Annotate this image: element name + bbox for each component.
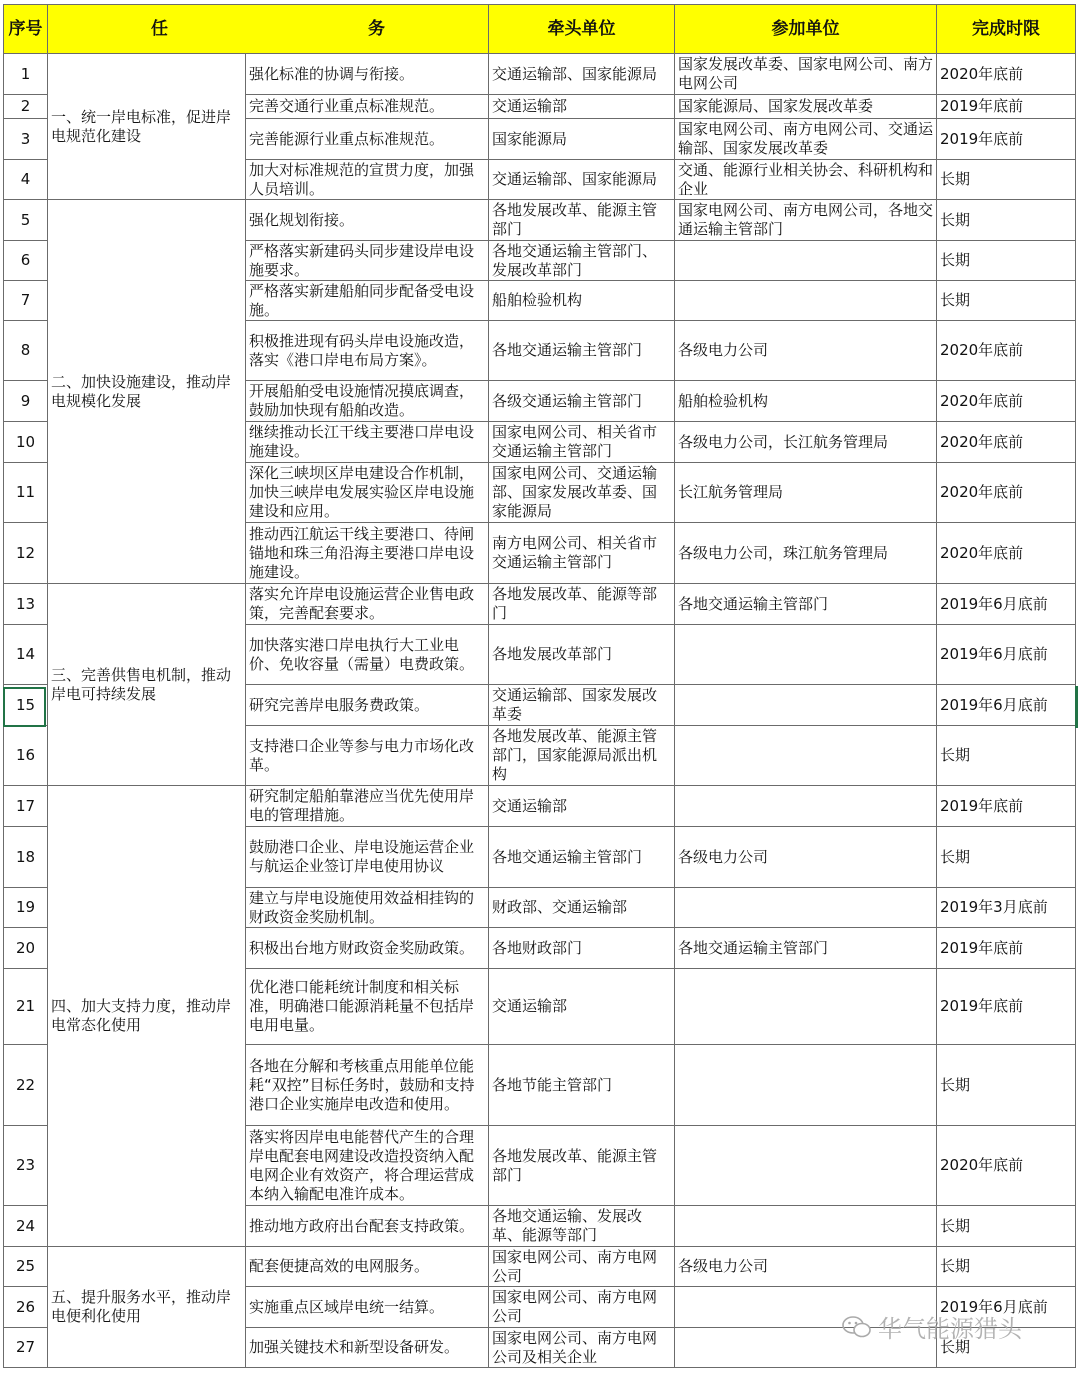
lead-unit-cell[interactable]: 交通运输部 bbox=[489, 95, 675, 119]
lead-unit-cell[interactable]: 各地发展改革、能源等部门 bbox=[489, 584, 675, 625]
lead-unit-cell[interactable]: 交通运输部 bbox=[489, 786, 675, 827]
participant-unit-cell[interactable]: 国家电网公司、南方电网公司、交通运输部、国家发展改革委 bbox=[675, 119, 937, 160]
deadline-cell[interactable]: 长期 bbox=[937, 281, 1076, 321]
row-number[interactable]: 17 bbox=[4, 786, 48, 827]
deadline-cell[interactable]: 长期 bbox=[937, 1247, 1076, 1287]
deadline-cell[interactable]: 长期 bbox=[937, 200, 1076, 241]
participant-unit-cell[interactable]: 各级电力公司 bbox=[675, 1247, 937, 1287]
table-row bbox=[4, 200, 1076, 241]
lead-unit-cell[interactable]: 国家电网公司、南方电网公司及相关企业 bbox=[489, 1328, 675, 1368]
row-number[interactable]: 3 bbox=[4, 119, 48, 160]
row-number[interactable]: 8 bbox=[4, 321, 48, 381]
deadline-cell[interactable]: 2020年底前 bbox=[937, 523, 1076, 584]
task-cell[interactable]: 落实将因岸电电能替代产生的合理岸电配套电网建设改造投资纳入配电网企业有效资产，将合理运营成本纳入输配电准许成本。 bbox=[246, 1126, 489, 1206]
row-number[interactable]: 7 bbox=[4, 281, 48, 321]
participant-unit-cell[interactable]: 各级电力公司，珠江航务管理局 bbox=[675, 523, 937, 584]
deadline-cell[interactable]: 长期 bbox=[937, 827, 1076, 888]
task-cell[interactable]: 强化标准的协调与衔接。 bbox=[246, 54, 489, 95]
row-number[interactable]: 5 bbox=[4, 200, 48, 241]
participant-unit-cell[interactable] bbox=[675, 625, 937, 685]
table-row bbox=[4, 54, 1076, 95]
row-number[interactable]: 12 bbox=[4, 523, 48, 584]
task-cell[interactable]: 推动西江航运干线主要港口、待闸锚地和珠三角沿海主要港口岸电设施建设。 bbox=[246, 523, 489, 584]
task-cell[interactable]: 实施重点区域岸电统一结算。 bbox=[246, 1287, 489, 1328]
task-cell[interactable]: 优化港口能耗统计制度和相关标准，明确港口能源消耗量不包括岸电用电量。 bbox=[246, 969, 489, 1045]
row-number[interactable]: 10 bbox=[4, 422, 48, 463]
wechat-icon bbox=[842, 1315, 872, 1339]
row-number[interactable]: 27 bbox=[4, 1328, 48, 1368]
lead-unit-cell[interactable]: 各地交通运输、发展改革、能源等部门 bbox=[489, 1206, 675, 1247]
deadline-cell[interactable]: 2019年3月底前 bbox=[937, 888, 1076, 928]
deadline-cell[interactable]: 长期 bbox=[937, 726, 1076, 786]
task-cell[interactable]: 加大对标准规范的宣贯力度，加强人员培训。 bbox=[246, 160, 489, 200]
participant-unit-cell[interactable]: 各地交通运输主管部门 bbox=[675, 928, 937, 969]
deadline-cell[interactable]: 2020年底前 bbox=[937, 1126, 1076, 1206]
deadline-cell[interactable]: 2020年底前 bbox=[937, 321, 1076, 381]
task-cell[interactable]: 加强关键技术和新型设备研发。 bbox=[246, 1328, 489, 1368]
row-number[interactable]: 20 bbox=[4, 928, 48, 969]
row-number[interactable]: 18 bbox=[4, 827, 48, 888]
deadline-cell[interactable]: 2020年底前 bbox=[937, 463, 1076, 523]
participant-unit-cell[interactable] bbox=[675, 888, 937, 928]
row-number[interactable]: 15 bbox=[4, 685, 48, 726]
deadline-cell[interactable]: 2020年底前 bbox=[937, 54, 1076, 95]
category-cell[interactable]: 一、统一岸电标准，促进岸电规范化建设 bbox=[48, 54, 246, 200]
task-cell[interactable]: 完善能源行业重点标准规范。 bbox=[246, 119, 489, 160]
row-number[interactable]: 19 bbox=[4, 888, 48, 928]
deadline-cell[interactable]: 长期 bbox=[937, 1328, 1076, 1368]
table-row bbox=[4, 584, 1076, 625]
lead-unit-cell[interactable]: 交通运输部 bbox=[489, 969, 675, 1045]
deadline-cell[interactable]: 2019年底前 bbox=[937, 786, 1076, 827]
task-cell[interactable]: 继续推动长江干线主要港口岸电设施建设。 bbox=[246, 422, 489, 463]
row-number[interactable]: 21 bbox=[4, 969, 48, 1045]
lead-unit-cell[interactable]: 国家电网公司、交通运输部、国家发展改革委、国家能源局 bbox=[489, 463, 675, 523]
header-task-a: 任 bbox=[151, 18, 168, 39]
category-cell[interactable]: 五、提升服务水平，推动岸电便利化使用 bbox=[48, 1247, 246, 1368]
task-cell[interactable]: 加快落实港口岸电执行大工业电价、免收容量（需量）电费政策。 bbox=[246, 625, 489, 685]
participant-unit-cell[interactable] bbox=[675, 685, 937, 726]
row-number[interactable]: 13 bbox=[4, 584, 48, 625]
watermark-text: 华气能源猎头 bbox=[878, 1315, 1022, 1343]
lead-unit-cell[interactable]: 国家电网公司、南方电网公司 bbox=[489, 1247, 675, 1287]
lead-unit-cell[interactable]: 国家电网公司、南方电网公司 bbox=[489, 1287, 675, 1328]
row-number[interactable]: 1 bbox=[4, 54, 48, 95]
row-number[interactable]: 24 bbox=[4, 1206, 48, 1247]
header-seq[interactable]: 序号 bbox=[4, 5, 48, 54]
lead-unit-cell[interactable]: 各级交通运输主管部门 bbox=[489, 381, 675, 422]
participant-unit-cell[interactable]: 各级电力公司，长江航务管理局 bbox=[675, 422, 937, 463]
header-deadline[interactable]: 完成时限 bbox=[937, 5, 1076, 54]
task-cell[interactable]: 落实允许岸电设施运营企业售电政策，完善配套要求。 bbox=[246, 584, 489, 625]
lead-unit-cell[interactable]: 各地财政部门 bbox=[489, 928, 675, 969]
category-cell[interactable]: 四、加大支持力度，推动岸电常态化使用 bbox=[48, 786, 246, 1247]
participant-unit-cell[interactable] bbox=[675, 1045, 937, 1126]
task-cell[interactable]: 推动地方政府出台配套支持政策。 bbox=[246, 1206, 489, 1247]
task-cell[interactable]: 各地在分解和考核重点用能单位能耗“双控”目标任务时，鼓励和支持港口企业实施岸电改造和使用。 bbox=[246, 1045, 489, 1126]
row-number[interactable]: 14 bbox=[4, 625, 48, 685]
task-cell[interactable]: 研究完善岸电服务费政策。 bbox=[246, 685, 489, 726]
task-cell[interactable]: 严格落实新建码头同步建设岸电设施要求。 bbox=[246, 241, 489, 281]
lead-unit-cell[interactable]: 各地交通运输主管部门、发展改革部门 bbox=[489, 241, 675, 281]
deadline-cell[interactable]: 2019年底前 bbox=[937, 969, 1076, 1045]
deadline-cell[interactable]: 2020年底前 bbox=[937, 381, 1076, 422]
deadline-cell[interactable]: 2019年底前 bbox=[937, 95, 1076, 119]
deadline-cell[interactable]: 2019年底前 bbox=[937, 928, 1076, 969]
row-number[interactable]: 9 bbox=[4, 381, 48, 422]
task-cell[interactable]: 研究制定船舶靠港应当优先使用岸电的管理措施。 bbox=[246, 786, 489, 827]
deadline-cell[interactable]: 长期 bbox=[937, 160, 1076, 200]
task-cell[interactable]: 强化规划衔接。 bbox=[246, 200, 489, 241]
participant-unit-cell[interactable]: 各地交通运输主管部门 bbox=[675, 584, 937, 625]
row-number[interactable]: 4 bbox=[4, 160, 48, 200]
task-cell[interactable]: 配套便捷高效的电网服务。 bbox=[246, 1247, 489, 1287]
header-task[interactable] bbox=[48, 5, 489, 54]
task-cell[interactable]: 鼓励港口企业、岸电设施运营企业与航运企业签订岸电使用协议 bbox=[246, 827, 489, 888]
task-cell[interactable]: 严格落实新建船舶同步配备受电设施。 bbox=[246, 281, 489, 321]
participant-unit-cell[interactable] bbox=[675, 786, 937, 827]
participant-unit-cell[interactable]: 交通、能源行业相关协会、科研机构和企业 bbox=[675, 160, 937, 200]
category-cell[interactable]: 三、完善供售电机制，推动岸电可持续发展 bbox=[48, 584, 246, 786]
participant-unit-cell[interactable] bbox=[675, 1206, 937, 1247]
lead-unit-cell[interactable]: 各地节能主管部门 bbox=[489, 1045, 675, 1126]
deadline-cell[interactable]: 长期 bbox=[937, 1045, 1076, 1126]
header-participants[interactable]: 参加单位 bbox=[675, 5, 937, 54]
deadline-cell[interactable]: 2019年6月底前 bbox=[937, 685, 1076, 726]
participant-unit-cell[interactable]: 国家能源局、国家发展改革委 bbox=[675, 95, 937, 119]
participant-unit-cell[interactable]: 国家发展改革委、国家电网公司、南方电网公司 bbox=[675, 54, 937, 95]
row-number[interactable]: 25 bbox=[4, 1247, 48, 1287]
participant-unit-cell[interactable] bbox=[675, 241, 937, 281]
deadline-cell[interactable]: 2019年底前 bbox=[937, 119, 1076, 160]
lead-unit-cell[interactable]: 各地交通运输主管部门 bbox=[489, 827, 675, 888]
row-number[interactable]: 23 bbox=[4, 1126, 48, 1206]
participant-unit-cell[interactable]: 国家电网公司、南方电网公司，各地交通运输主管部门 bbox=[675, 200, 937, 241]
row-number[interactable]: 6 bbox=[4, 241, 48, 281]
header-lead[interactable]: 牵头单位 bbox=[489, 5, 675, 54]
deadline-cell[interactable]: 长期 bbox=[937, 1206, 1076, 1247]
row-number[interactable]: 11 bbox=[4, 463, 48, 523]
task-cell[interactable]: 积极出台地方财政资金奖励政策。 bbox=[246, 928, 489, 969]
row-number[interactable]: 2 bbox=[4, 95, 48, 119]
lead-unit-cell[interactable]: 船舶检验机构 bbox=[489, 281, 675, 321]
participant-unit-cell[interactable]: 各级电力公司 bbox=[675, 827, 937, 888]
watermark bbox=[842, 1309, 1022, 1344]
task-cell[interactable]: 开展船舶受电设施情况摸底调查，鼓励加快现有船舶改造。 bbox=[246, 381, 489, 422]
lead-unit-cell[interactable]: 交通运输部、国家能源局 bbox=[489, 54, 675, 95]
selection-edge-marker bbox=[1075, 686, 1078, 728]
lead-unit-cell[interactable]: 国家能源局 bbox=[489, 119, 675, 160]
row-number[interactable]: 26 bbox=[4, 1287, 48, 1328]
participant-unit-cell[interactable] bbox=[675, 969, 937, 1045]
participant-unit-cell[interactable] bbox=[675, 1126, 937, 1206]
header-row bbox=[4, 5, 1076, 54]
lead-unit-cell[interactable]: 各地发展改革、能源主管部门 bbox=[489, 1126, 675, 1206]
task-cell[interactable]: 深化三峡坝区岸电建设合作机制，加快三峡岸电发展实验区岸电设施建设和应用。 bbox=[246, 463, 489, 523]
deadline-cell[interactable]: 2019年6月底前 bbox=[937, 584, 1076, 625]
lead-unit-cell[interactable]: 各地发展改革、能源主管部门，国家能源局派出机构 bbox=[489, 726, 675, 786]
header-task-b: 务 bbox=[368, 18, 385, 39]
participant-unit-cell[interactable]: 船舶检验机构 bbox=[675, 381, 937, 422]
task-cell[interactable]: 积极推进现有码头岸电设施改造，落实《港口岸电布局方案》。 bbox=[246, 321, 489, 381]
task-table bbox=[3, 4, 1076, 1368]
participant-unit-cell[interactable]: 各级电力公司 bbox=[675, 321, 937, 381]
lead-unit-cell[interactable]: 国家电网公司、相关省市交通运输主管部门 bbox=[489, 422, 675, 463]
lead-unit-cell[interactable]: 各地发展改革部门 bbox=[489, 625, 675, 685]
lead-unit-cell[interactable]: 各地发展改革、能源主管部门 bbox=[489, 200, 675, 241]
task-cell[interactable]: 支持港口企业等参与电力市场化改革。 bbox=[246, 726, 489, 786]
participant-unit-cell[interactable] bbox=[675, 726, 937, 786]
table-row bbox=[4, 1247, 1076, 1287]
lead-unit-cell[interactable]: 交通运输部、国家发展改革委 bbox=[489, 685, 675, 726]
participant-unit-cell[interactable]: 长江航务管理局 bbox=[675, 463, 937, 523]
row-number[interactable]: 16 bbox=[4, 726, 48, 786]
lead-unit-cell[interactable]: 各地交通运输主管部门 bbox=[489, 321, 675, 381]
row-number[interactable]: 22 bbox=[4, 1045, 48, 1126]
task-cell[interactable]: 建立与岸电设施使用效益相挂钩的财政资金奖励机制。 bbox=[246, 888, 489, 928]
deadline-cell[interactable]: 长期 bbox=[937, 241, 1076, 281]
category-cell[interactable]: 二、加快设施建设，推动岸电规模化发展 bbox=[48, 200, 246, 584]
lead-unit-cell[interactable]: 南方电网公司、相关省市交通运输主管部门 bbox=[489, 523, 675, 584]
deadline-cell[interactable]: 2019年6月底前 bbox=[937, 1287, 1076, 1328]
table-row bbox=[4, 786, 1076, 827]
deadline-cell[interactable]: 2019年6月底前 bbox=[937, 625, 1076, 685]
deadline-cell[interactable]: 2020年底前 bbox=[937, 422, 1076, 463]
task-cell[interactable]: 完善交通行业重点标准规范。 bbox=[246, 95, 489, 119]
lead-unit-cell[interactable]: 财政部、交通运输部 bbox=[489, 888, 675, 928]
participant-unit-cell[interactable] bbox=[675, 281, 937, 321]
lead-unit-cell[interactable]: 交通运输部、国家能源局 bbox=[489, 160, 675, 200]
